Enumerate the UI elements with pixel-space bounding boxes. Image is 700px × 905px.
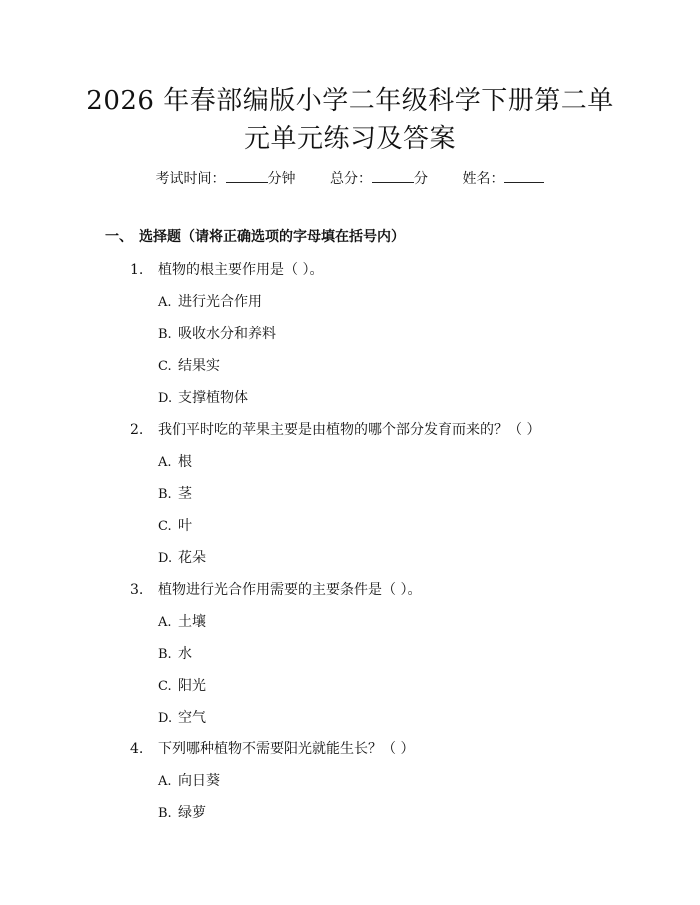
option-3a (158, 612, 206, 633)
total-score-label: 总分： (330, 171, 372, 187)
option-text: 吸收水分和养料 (178, 326, 276, 342)
document-title-line-2: 元单元练习及答案 (243, 124, 456, 154)
question-text: 我们平时吃的苹果主要是由植物的哪个部分发育而来的？（ ） (158, 422, 541, 438)
option-letter: C. (158, 519, 172, 534)
exam-time-blank (226, 168, 268, 183)
question-text: 植物的根主要作用是（ ）。 (158, 262, 324, 278)
option-1b (158, 324, 276, 345)
option-1c (158, 356, 220, 377)
section-title: 选择题（请将正确选项的字母填在括号内） (139, 229, 405, 245)
option-letter: A. (158, 455, 172, 470)
total-score-unit: 分 (414, 171, 428, 187)
exam-time-field (156, 171, 300, 187)
question-2 (130, 420, 540, 440)
student-name-blank (504, 168, 544, 183)
option-text: 阳光 (178, 678, 206, 694)
option-text: 茎 (178, 486, 192, 502)
total-score-field (330, 171, 432, 187)
exam-meta-line (0, 168, 700, 189)
option-letter: A. (158, 295, 172, 310)
option-4b (158, 803, 206, 824)
option-letter: A. (158, 774, 172, 789)
option-text: 水 (178, 646, 192, 662)
option-3d (158, 708, 206, 729)
option-letter: B. (158, 806, 172, 821)
option-2a (158, 452, 192, 473)
option-text: 绿萝 (178, 805, 206, 821)
option-1a (158, 292, 262, 313)
option-letter: B. (158, 647, 172, 662)
option-text: 根 (178, 454, 192, 470)
question-4 (130, 739, 414, 759)
question-text: 植物进行光合作用需要的主要条件是（ ）。 (158, 582, 422, 598)
option-text: 花朵 (178, 550, 206, 566)
document-title-line-1: 2026 年春部编版小学二年级科学下册第二单 (86, 86, 614, 116)
question-3 (130, 580, 421, 600)
option-letter: A. (158, 615, 172, 630)
exam-time-unit: 分钟 (267, 171, 296, 187)
option-letter: D. (158, 711, 173, 726)
question-number: 4. (130, 741, 144, 757)
option-1d (158, 388, 248, 409)
option-letter: C. (158, 679, 172, 694)
exam-time-label: 考试时间： (155, 171, 226, 187)
question-number: 3. (130, 582, 144, 598)
option-2b (158, 484, 192, 505)
section-heading (105, 227, 405, 247)
option-letter: B. (158, 487, 172, 502)
option-text: 叶 (178, 518, 192, 534)
question-text: 下列哪种植物不需要阳光就能生长？（ ） (158, 741, 415, 757)
question-number: 1. (130, 262, 144, 278)
student-name-field (462, 171, 544, 187)
option-text: 空气 (178, 710, 206, 726)
option-text: 向日葵 (178, 773, 220, 789)
option-text: 支撑植物体 (178, 390, 248, 406)
option-2c (158, 516, 192, 537)
total-score-blank (372, 168, 414, 183)
question-1 (130, 260, 323, 280)
section-number: 一、 (105, 229, 133, 245)
option-3b (158, 644, 192, 665)
question-number: 2. (130, 422, 144, 438)
option-text: 结果实 (178, 358, 220, 374)
option-text: 进行光合作用 (178, 294, 262, 310)
option-3c (158, 676, 206, 697)
option-text: 土壤 (178, 614, 206, 630)
option-letter: B. (158, 327, 172, 342)
student-name-label: 姓名： (462, 171, 505, 187)
option-letter: D. (158, 551, 173, 566)
option-4a (158, 771, 220, 792)
option-letter: D. (158, 391, 173, 406)
option-2d (158, 548, 206, 569)
option-letter: C. (158, 359, 172, 374)
